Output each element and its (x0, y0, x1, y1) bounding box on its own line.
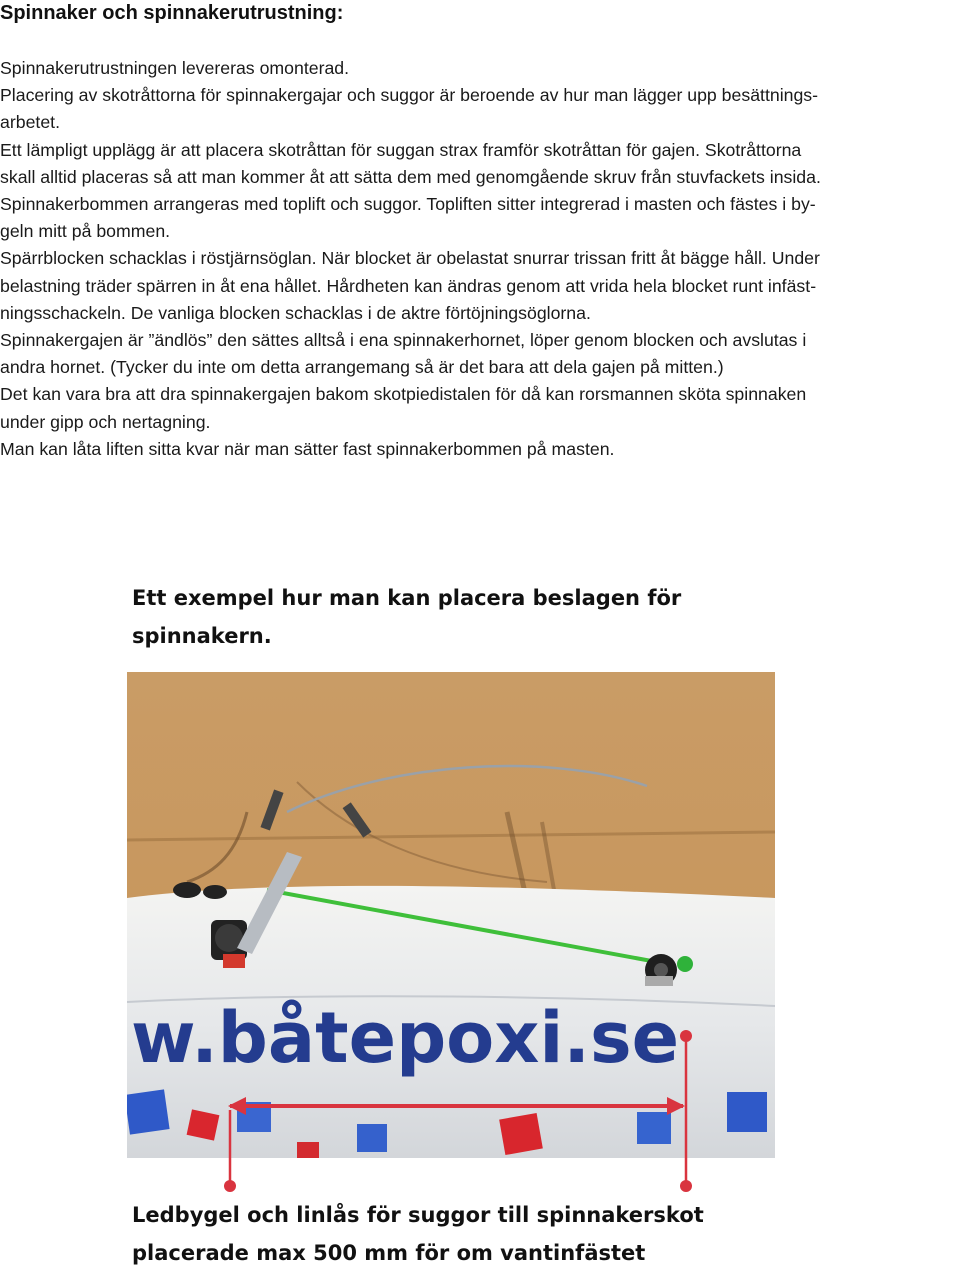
spinnaker-fittings-photo (127, 672, 775, 1158)
page-heading: Spinnaker och spinnakerutrustning: (0, 2, 344, 24)
body-text (0, 55, 958, 463)
paragraph-line: under gipp och nertagning. (0, 411, 211, 432)
caption-bottom-line: Ledbygel och linlås för suggor till spinnakerskot (132, 1203, 704, 1227)
paragraph-line: Man kan låta liften sitta kvar när man sätter fast spinnakerbommen på masten. (0, 438, 615, 459)
paragraph-line: belastning träder spärren in åt ena hållet. Hårdheten kan ändras genom att vrida hela blocket runt infäst- (0, 275, 817, 296)
paragraph-line: Spärrblocken schacklas i röstjärnsöglan. När blocket är obelastat snurrar trissan fritt åt bägge håll. Under (0, 248, 820, 269)
paragraph-line: andra hornet. (Tycker du inte om detta arrangemang så är det bara att dela gajen på mitten.) (0, 357, 724, 378)
hull-lettering: w.båtepoxi.se (131, 997, 680, 1079)
paragraph-line: Spinnakergajen är ”ändlös” den sättes alltså i ena spinnakerhornet, löper genom blocken och avslutas i (0, 330, 807, 351)
caption-top-line: spinnakern. (132, 624, 272, 648)
caption-bottom-line: placerade max 500 mm för om vantinfästet (132, 1241, 646, 1265)
caption-top-line: Ett exempel hur man kan placera beslagen för (132, 586, 682, 610)
paragraph-line: arbetet. (0, 112, 60, 133)
photo-caption-top (132, 579, 681, 655)
paragraph-line: Spinnakerutrustningen levereras omonterad. (0, 58, 350, 78)
paragraph-line: Det kan vara bra att dra spinnakergajen bakom skotpiedistalen för då kan rorsmannen sköta spinnaken (0, 384, 807, 405)
paragraph-line: Spinnakerbommen arrangeras med toplift och suggor. Topliften sitter integrerad i masten och fästes i by- (0, 194, 816, 215)
paragraph-line: Ett lämpligt upplägg är att placera skotråttan för suggan strax framför skotråttan för gajen. Skotråttorna (0, 139, 802, 160)
paragraph-line: Placering av skotråttorna för spinnakergajar och suggor är beroende av hur man lägger upp besättnings- (0, 85, 819, 106)
photo-caption-bottom (132, 1196, 704, 1266)
paragraph-line: geln mitt på bommen. (0, 221, 171, 242)
paragraph-line: ningsschackeln. De vanliga blocken schacklas i de aktre förtöjningsöglorna. (0, 302, 591, 323)
paragraph-line: skall alltid placeras så att man kommer åt att sätta dem med genomgående skruv från stuvfackets insida. (0, 166, 821, 187)
